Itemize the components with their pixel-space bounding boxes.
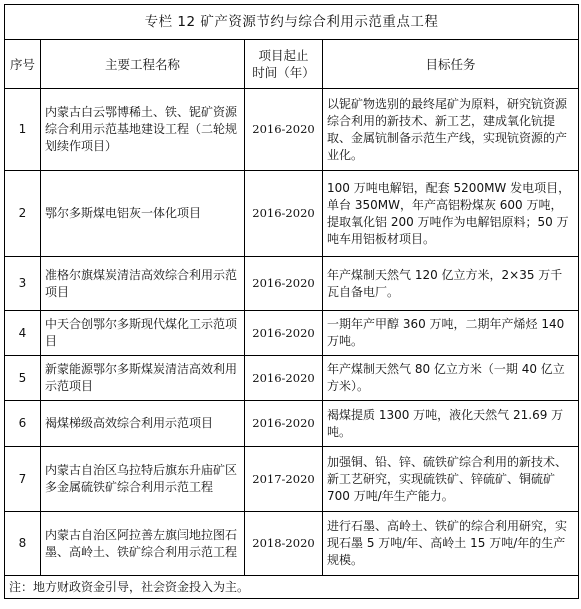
project-name: 内蒙古自治区阿拉善左旗闫地拉图石墨、高岭土、铁矿综合利用示范工程 bbox=[41, 512, 245, 576]
project-period: 2016-2020 bbox=[245, 89, 323, 171]
row-number: 4 bbox=[5, 311, 41, 356]
project-name: 中天合创鄂尔多斯现代煤化工示范项目 bbox=[41, 311, 245, 356]
project-goal: 年产煤制天然气 80 亿立方米（一期 40 亿立方米）。 bbox=[323, 356, 579, 401]
project-goal: 进行石墨、高岭土、铁矿的综合利用研究，实现石墨 5 万吨/年、高岭土 15 万吨/年的生产规模。 bbox=[323, 512, 579, 576]
project-name: 内蒙古自治区乌拉特后旗东升庙矿区多金属硫铁矿综合利用示范工程 bbox=[41, 447, 245, 512]
project-goal: 加强铜、铅、锌、硫铁矿综合利用的新技术、新工艺研究，实现硫铁矿、锌硫矿、铜硫矿 700 万吨/年生产能力。 bbox=[323, 447, 579, 512]
header-period bbox=[245, 40, 323, 89]
project-goal: 100 万吨电解铝，配套 5200MW 发电项目，单台 350MW，年产高铝粉煤灰 600 万吨，提取氧化铝 200 万吨作为电解铝原料；50 万吨车用铝板材项目。 bbox=[323, 171, 579, 257]
table-row bbox=[5, 311, 579, 356]
header-row bbox=[5, 40, 579, 89]
project-name: 准格尔旗煤炭清洁高效综合利用示范项目 bbox=[41, 257, 245, 311]
table-row bbox=[5, 512, 579, 576]
project-table bbox=[4, 4, 579, 599]
project-goal: 以铌矿物选别的最终尾矿为原料，研究钪资源综合利用的新技术、新工艺，建成氧化钪提取、金属钪制备示范生产线，实现钪资源的产业化。 bbox=[323, 89, 579, 171]
header-goal: 目标任务 bbox=[323, 40, 579, 89]
table-row bbox=[5, 401, 579, 447]
project-name: 褐煤梯级高效综合利用示范项目 bbox=[41, 401, 245, 447]
project-period: 2016-2020 bbox=[245, 401, 323, 447]
row-number: 1 bbox=[5, 89, 41, 171]
table-row bbox=[5, 356, 579, 401]
row-number: 7 bbox=[5, 447, 41, 512]
project-period: 2017-2020 bbox=[245, 447, 323, 512]
project-goal: 年产煤制天然气 120 亿立方米，2×35 万千瓦自备电厂。 bbox=[323, 257, 579, 311]
project-period: 2016-2020 bbox=[245, 356, 323, 401]
project-period: 2016-2020 bbox=[245, 311, 323, 356]
project-goal: 褐煤提质 1300 万吨，液化天然气 21.69 万吨。 bbox=[323, 401, 579, 447]
row-number: 6 bbox=[5, 401, 41, 447]
project-goal: 一期年产甲醇 360 万吨，二期年产烯烃 140 万吨。 bbox=[323, 311, 579, 356]
table-row bbox=[5, 89, 579, 171]
table-title: 专栏 12 矿产资源节约与综合利用示范重点工程 bbox=[5, 5, 579, 40]
row-number: 8 bbox=[5, 512, 41, 576]
header-period-line2: 时间（年） bbox=[252, 65, 315, 80]
table-row bbox=[5, 447, 579, 512]
header-no: 序号 bbox=[5, 40, 41, 89]
project-period: 2018-2020 bbox=[245, 512, 323, 576]
header-name: 主要工程名称 bbox=[41, 40, 245, 89]
table-row bbox=[5, 257, 579, 311]
row-number: 3 bbox=[5, 257, 41, 311]
header-period-line1: 项目起止 bbox=[258, 48, 309, 63]
project-period: 2016-2020 bbox=[245, 171, 323, 257]
project-period: 2016-2020 bbox=[245, 257, 323, 311]
row-number: 5 bbox=[5, 356, 41, 401]
project-name: 鄂尔多斯煤电铝灰一体化项目 bbox=[41, 171, 245, 257]
row-number: 2 bbox=[5, 171, 41, 257]
table-note: 注：地方财政资金引导，社会资金投入为主。 bbox=[5, 576, 579, 599]
project-name: 内蒙古白云鄂博稀土、铁、铌矿资源综合利用示范基地建设工程（二轮规划续作项目） bbox=[41, 89, 245, 171]
table-row bbox=[5, 171, 579, 257]
project-name: 新蒙能源鄂尔多斯煤炭清洁高效利用示范项目 bbox=[41, 356, 245, 401]
